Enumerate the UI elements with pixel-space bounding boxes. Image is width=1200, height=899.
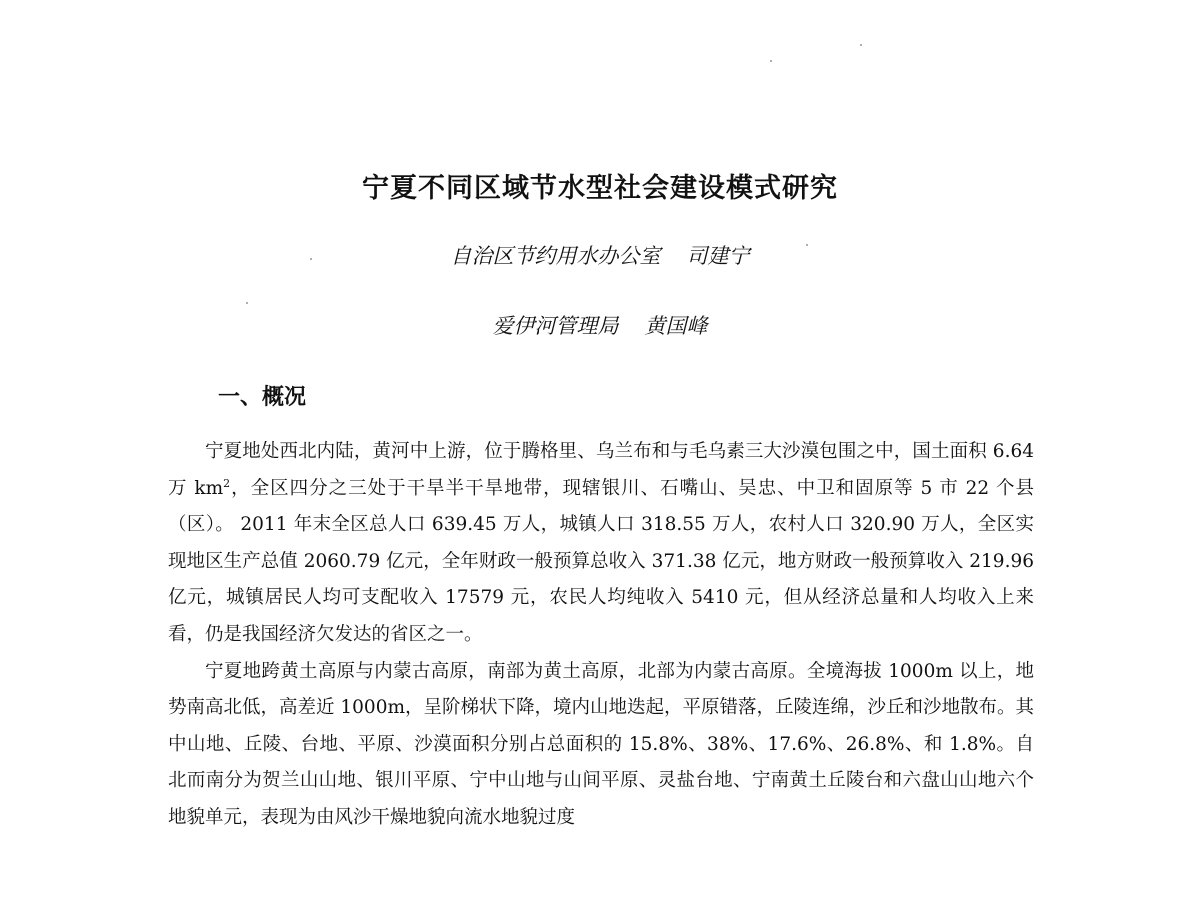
scan-speck [246, 302, 248, 304]
paragraph-1-text-a: 宁夏地处西北内陆，黄河中上游，位于腾格里、乌兰布和与毛乌素三大沙漠包围之中，国土面积 6.64 万 km [168, 441, 1034, 499]
author-affiliation: 爱伊河管理局 [492, 314, 619, 338]
author-affiliation: 自治区节约用水办公室 [450, 244, 661, 268]
scan-speck [860, 44, 862, 46]
scan-speck [770, 60, 772, 62]
paragraph-2: 宁夏地跨黄土高原与内蒙古高原，南部为黄土高原，北部为内蒙古高原。全境海拔 1000m 以上，地势南高北低，高差近 1000m，呈阶梯状下降，境内山地迭起，平原错落，丘陵连绵，沙丘和沙地散布。其中山地、丘陵、台地、平原、沙漠面积分别占总面积的 15.8%、38%、17.6%、26.8%、和 1.8%。自北而南分为贺兰山山地、银川平原、宁中山地与山间平原、灵盐台地、宁南黄土丘陵台和六盘山山地六个地貌单元，表现为由风沙干燥地貌向流水地貌过度 [168, 660, 1035, 828]
document-title: 宁夏不同区域节水型社会建设模式研究 [362, 173, 838, 204]
paragraph-1-text-b: ，全区四分之三处于干旱半干旱地带，现辖银川、石嘴山、吴忠、中卫和固原等 5 市 22 个县（区）。 2011 年末全区总人口 639.45 万人，城镇人口 318.55 万人，农村人口 320.90 万人，全区实现地区生产总值 2060.79 亿元，全年财政一般预算总收入 371.38 亿元，地方财政一般预算收入 219.96 亿元，城镇居民人均可支配收入 17579 元，农民人均纯收入 5410 元，但从经济总量和人均收入上来看，仍是我国经济欠发达的省区之一。 [168, 477, 1034, 645]
scan-speck [310, 258, 312, 260]
author-line-2 [0, 310, 1200, 340]
body-text [168, 434, 1034, 837]
author-line-1 [0, 240, 1200, 270]
superscript: 2 [223, 476, 231, 490]
section-heading: 一、概况 [218, 384, 307, 410]
author-name: 黄国峰 [644, 314, 708, 338]
paragraph-1 [168, 434, 1034, 654]
scan-speck [806, 244, 808, 246]
author-name: 司建宁 [686, 244, 750, 268]
